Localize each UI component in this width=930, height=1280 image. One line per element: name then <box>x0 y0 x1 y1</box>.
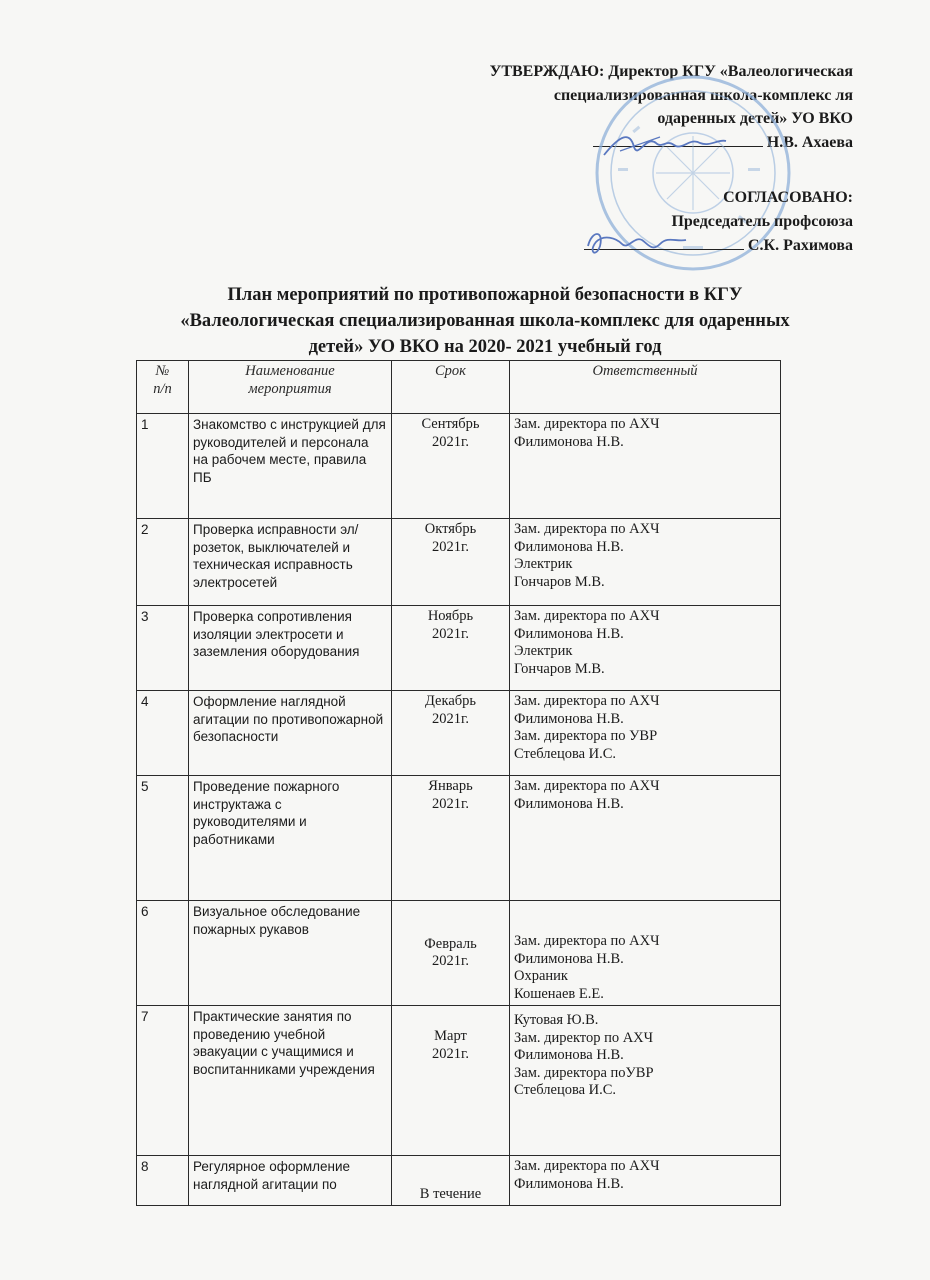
title-line-3: детей» УО ВКО на 2020- 2021 учебный год <box>308 337 662 357</box>
row-name: Проверка исправности эл/розеток, выключателей и техническая исправность электросетей <box>189 519 392 606</box>
row-responsible: Зам. директора по АХЧ Филимонова Н.В. <box>510 776 781 901</box>
row-num: 2 <box>137 519 189 606</box>
table-header-row <box>137 361 781 414</box>
agreement-heading: СОГЛАСОВАНО: <box>723 189 853 206</box>
approval-line-2: специализированная школа-комплекс ля <box>553 86 853 104</box>
row-term: Сентябрь 2021г. <box>392 414 510 519</box>
row-name: Проверка сопротивления изоляции электросети и заземления оборудования <box>189 606 392 691</box>
row-num: 8 <box>137 1156 189 1206</box>
row-term: Февраль 2021г. <box>392 901 510 1006</box>
row-num: 1 <box>137 414 189 519</box>
approval-line-1: УТВЕРЖДАЮ: Директор КГУ «Валеологическая <box>489 63 853 80</box>
header-num: № п/п <box>137 361 189 414</box>
row-num: 6 <box>137 901 189 1006</box>
row-term: В течение <box>392 1156 510 1206</box>
row-num: 4 <box>137 691 189 776</box>
row-responsible: Зам. директора по АХЧ Филимонова Н.В. Зам. директора по УВР Стеблецова И.С. <box>510 691 781 776</box>
table-row <box>137 606 781 691</box>
row-name: Визуальное обследование пожарных рукавов <box>189 901 392 1006</box>
row-name: Оформление наглядной агитации по противопожарной безопасности <box>189 691 392 776</box>
document-title <box>120 282 850 360</box>
header-name: Наименование мероприятия <box>189 361 392 414</box>
agreement-signer: С.К. Рахимова <box>747 237 853 254</box>
row-term: Декабрь 2021г. <box>392 691 510 776</box>
row-name: Знакомство с инструкцией для руководителей и персонала на рабочем месте, правила ПБ <box>189 414 392 519</box>
title-line-1: План мероприятий по противопожарной безопасности в КГУ <box>227 285 743 305</box>
table-row <box>137 519 781 606</box>
row-responsible: Зам. директора по АХЧ Филимонова Н.В. Охраник Кошенаев Е.Е. <box>510 901 781 1006</box>
director-signature-icon <box>600 125 730 165</box>
row-name: Регулярное оформление наглядной агитации по <box>189 1156 392 1206</box>
approval-signer: Н.В. Ахаева <box>766 133 853 151</box>
table-row <box>137 414 781 519</box>
row-responsible: Зам. директора по АХЧ Филимонова Н.В. Электрик Гончаров М.В. <box>510 519 781 606</box>
header-responsible: Ответственный <box>510 361 781 414</box>
agreement-role: Председатель профсоюза <box>671 213 853 230</box>
row-term: Октябрь 2021г. <box>392 519 510 606</box>
table-row <box>137 1006 781 1156</box>
table-row <box>137 1156 781 1206</box>
row-num: 5 <box>137 776 189 901</box>
header-term: Срок <box>392 361 510 414</box>
row-name: Проведение пожарного инструктажа с руководителями и работниками <box>189 776 392 901</box>
row-responsible: Зам. директора по АХЧ Филимонова Н.В. <box>510 1156 781 1206</box>
row-num: 3 <box>137 606 189 691</box>
row-term: Ноябрь 2021г. <box>392 606 510 691</box>
union-signature-icon <box>582 222 712 262</box>
row-name: Практические занятия по проведению учебной эвакуации с учащимися и воспитанниками учреждения <box>189 1006 392 1156</box>
approval-line-3: одаренных детей» УО ВКО <box>657 110 853 127</box>
table-row <box>137 776 781 901</box>
table-row <box>137 691 781 776</box>
table-row <box>137 901 781 1006</box>
title-line-2: «Валеологическая специализированная школа-комплекс для одаренных <box>180 311 790 331</box>
plan-table <box>136 360 781 1206</box>
row-responsible: Зам. директора по АХЧ Филимонова Н.В. <box>510 414 781 519</box>
row-term: Январь 2021г. <box>392 776 510 901</box>
row-responsible: Кутовая Ю.В. Зам. директор по АХЧ Филимонова Н.В. Зам. директора поУВР Стеблецова И.С. <box>510 1006 781 1156</box>
row-term: Март 2021г. <box>392 1006 510 1156</box>
row-responsible: Зам. директора по АХЧ Филимонова Н.В. Электрик Гончаров М.В. <box>510 606 781 691</box>
row-num: 7 <box>137 1006 189 1156</box>
